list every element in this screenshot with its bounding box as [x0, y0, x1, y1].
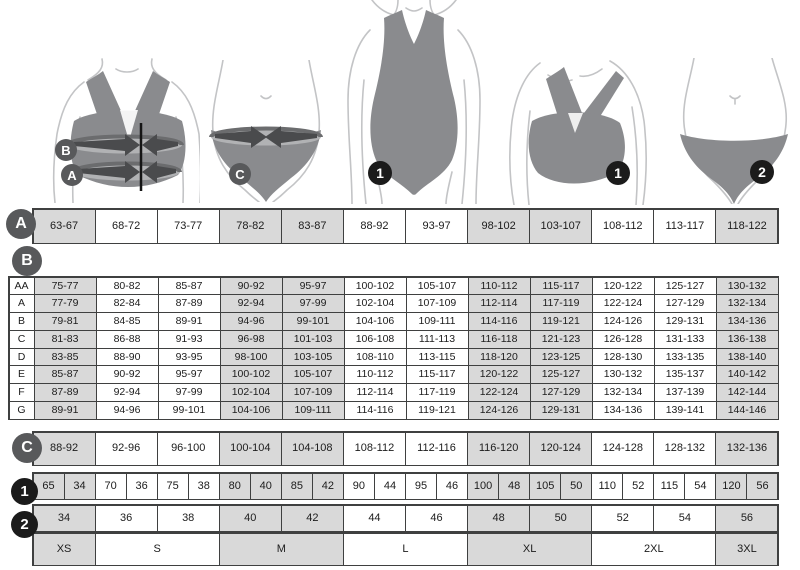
table-cell: 127-129	[531, 384, 592, 401]
table-cell: 127-129	[655, 295, 716, 312]
bust-cup-table	[8, 276, 779, 420]
table-cell: 104-108	[282, 433, 343, 465]
table-cell: 93-95	[159, 349, 220, 366]
table-cell: 128-132	[654, 433, 715, 465]
table-cell: 122-124	[593, 295, 654, 312]
table-cell: 142-144	[717, 384, 778, 401]
table-cell: 140-142	[717, 366, 778, 383]
figure-badge-bodysuit-size: 1	[368, 161, 392, 185]
table-cell: 108-110	[345, 349, 406, 366]
table-cell: 115	[654, 474, 684, 499]
table-cell: B	[10, 313, 34, 330]
table-cell: 117-119	[407, 384, 468, 401]
table-cell: D	[10, 349, 34, 366]
table-cell: 88-90	[97, 349, 158, 366]
table-cell: 100-102	[345, 278, 406, 295]
table-cell: 126-128	[593, 331, 654, 348]
table-cell: 56	[716, 506, 777, 531]
table-cell: 105	[530, 474, 560, 499]
table-cell: 97-99	[283, 295, 344, 312]
table-cell: 94-96	[97, 402, 158, 419]
table-cell: 80-82	[97, 278, 158, 295]
table-cell: A	[10, 295, 34, 312]
table-cell: 38	[158, 506, 219, 531]
table-cell: 116-120	[468, 433, 529, 465]
table-cell: 106-108	[345, 331, 406, 348]
table-cell: 112-116	[406, 433, 467, 465]
table-cell: 85	[282, 474, 312, 499]
table-cell: 110-112	[345, 366, 406, 383]
table-cell: 83-87	[282, 210, 343, 243]
table-cell: 117-119	[531, 295, 592, 312]
table-cell: 91-93	[159, 331, 220, 348]
table-cell: 42	[313, 474, 343, 499]
table-cell: 120-122	[469, 366, 530, 383]
table-cell: 75	[158, 474, 188, 499]
table-cell: 44	[344, 506, 405, 531]
table-cell: 94-96	[221, 313, 282, 330]
table-cell: 118-122	[716, 210, 777, 243]
table-cell: 100	[468, 474, 498, 499]
hips-row	[32, 431, 779, 466]
table-cell: 104-106	[345, 313, 406, 330]
table-cell: 108-112	[592, 210, 653, 243]
table-cell: 85-87	[159, 278, 220, 295]
table-cell: 122-124	[469, 384, 530, 401]
table-cell: 56	[747, 474, 777, 499]
table-cell: 119-121	[531, 313, 592, 330]
letter-size-row	[32, 532, 779, 566]
table-cell: F	[10, 384, 34, 401]
table-cell: 95-97	[159, 366, 220, 383]
table-cell: 133-135	[655, 349, 716, 366]
figure-badge-bust: B	[55, 139, 77, 161]
table-cell: 136-138	[717, 331, 778, 348]
table-cell: 87-89	[159, 295, 220, 312]
table-cell: 75-77	[35, 278, 96, 295]
table-cell: 90-92	[97, 366, 158, 383]
table-cell: 40	[220, 506, 281, 531]
table-cell: 131-133	[655, 331, 716, 348]
table-cell: L	[344, 534, 467, 565]
table-cell: 97-99	[159, 384, 220, 401]
table-cell: 92-96	[96, 433, 157, 465]
table-cell: 48	[468, 506, 529, 531]
figure-badge-panties-size: 2	[750, 160, 774, 184]
table-cell: 42	[282, 506, 343, 531]
table-cell: 105-107	[407, 278, 468, 295]
table-cell: 112-114	[345, 384, 406, 401]
table-cell: 54	[654, 506, 715, 531]
table-cell: 111-113	[407, 331, 468, 348]
table-cell: 125-127	[531, 366, 592, 383]
table-cell: 79-81	[35, 313, 96, 330]
table-cell: 82-84	[97, 295, 158, 312]
table-cell: 52	[623, 474, 653, 499]
table-cell: 110	[592, 474, 622, 499]
table-cell: 135-137	[655, 366, 716, 383]
table-cell: 137-139	[655, 384, 716, 401]
table-cell: 103-107	[530, 210, 591, 243]
table-cell: 50	[561, 474, 591, 499]
table-cell: 121-123	[531, 331, 592, 348]
table-cell: 83-85	[35, 349, 96, 366]
table-cell: 87-89	[35, 384, 96, 401]
table-cell: 3XL	[716, 534, 777, 565]
table-cell: 36	[127, 474, 157, 499]
table-cell: 46	[406, 506, 467, 531]
table-cell: 130-132	[593, 366, 654, 383]
table-cell: 110-112	[469, 278, 530, 295]
table-cell: 52	[592, 506, 653, 531]
table-cell: S	[96, 534, 219, 565]
table-cell: 114-116	[469, 313, 530, 330]
table-cell: 81-83	[35, 331, 96, 348]
table-cell: 99-101	[159, 402, 220, 419]
table-cell: 115-117	[407, 366, 468, 383]
table-cell: 73-77	[158, 210, 219, 243]
table-cell: 95	[406, 474, 436, 499]
table-cell: 88-92	[344, 210, 405, 243]
table-cell: 44	[375, 474, 405, 499]
table-cell: 48	[499, 474, 529, 499]
table-cell: 107-109	[407, 295, 468, 312]
hips-measurement-figure	[205, 60, 330, 202]
table-cell: G	[10, 402, 34, 419]
row-badge-bust: B	[12, 246, 42, 276]
table-cell: 124-126	[593, 313, 654, 330]
row-badge-hips: C	[12, 433, 42, 463]
table-cell: 130-132	[717, 278, 778, 295]
table-cell: 144-146	[717, 402, 778, 419]
table-cell: 89-91	[159, 313, 220, 330]
table-cell: 80	[220, 474, 250, 499]
table-cell: 108-112	[344, 433, 405, 465]
table-cell: 101-103	[283, 331, 344, 348]
table-cell: 98-102	[468, 210, 529, 243]
table-cell: 134-136	[717, 313, 778, 330]
table-cell: 118-120	[469, 349, 530, 366]
table-cell: 78-82	[220, 210, 281, 243]
table-cell: 96-100	[158, 433, 219, 465]
table-cell: 107-109	[283, 384, 344, 401]
table-cell: XL	[468, 534, 591, 565]
table-cell: 88-92	[34, 433, 95, 465]
table-cell: 90	[344, 474, 374, 499]
table-cell: 123-125	[531, 349, 592, 366]
figure-badge-hips: C	[229, 163, 251, 185]
table-cell: 112-114	[469, 295, 530, 312]
table-cell: 113-117	[654, 210, 715, 243]
table-cell: 104-106	[221, 402, 282, 419]
table-cell: 124-126	[469, 402, 530, 419]
table-cell: AA	[10, 278, 34, 295]
table-cell: 2XL	[592, 534, 715, 565]
table-cell: M	[220, 534, 343, 565]
panties-figure	[672, 58, 797, 204]
table-cell: 86-88	[97, 331, 158, 348]
table-cell: C	[10, 331, 34, 348]
table-cell: 138-140	[717, 349, 778, 366]
table-cell: 100-102	[221, 366, 282, 383]
table-cell: 34	[65, 474, 95, 499]
row-badge-underbust: A	[6, 209, 36, 239]
clothing-size-row	[32, 504, 779, 532]
row-badge-clothing-size: 2	[11, 511, 38, 538]
table-cell: 102-104	[345, 295, 406, 312]
bra-figure	[498, 55, 648, 205]
table-cell: 84-85	[97, 313, 158, 330]
table-cell: 89-91	[35, 402, 96, 419]
table-cell: 132-134	[717, 295, 778, 312]
bodysuit-figure	[328, 0, 500, 204]
table-cell: 92-94	[221, 295, 282, 312]
table-cell: 99-101	[283, 313, 344, 330]
table-cell: 95-97	[283, 278, 344, 295]
table-cell: 103-105	[283, 349, 344, 366]
table-cell: 54	[685, 474, 715, 499]
table-cell: 65	[34, 474, 64, 499]
table-cell: 36	[96, 506, 157, 531]
table-cell: 132-134	[593, 384, 654, 401]
table-cell: XS	[34, 534, 95, 565]
table-cell: 120-122	[593, 278, 654, 295]
table-cell: 134-136	[593, 402, 654, 419]
table-cell: 90-92	[221, 278, 282, 295]
figure-badge-underbust: A	[61, 164, 83, 186]
table-cell: 119-121	[407, 402, 468, 419]
table-cell: 113-115	[407, 349, 468, 366]
table-cell: 120	[716, 474, 746, 499]
table-cell: 96-98	[221, 331, 282, 348]
table-cell: 77-79	[35, 295, 96, 312]
table-cell: 46	[437, 474, 467, 499]
table-cell: 40	[251, 474, 281, 499]
table-cell: 68-72	[96, 210, 157, 243]
table-cell: 105-107	[283, 366, 344, 383]
table-cell: 85-87	[35, 366, 96, 383]
figure-badge-bra-size: 1	[606, 161, 630, 185]
table-cell: 92-94	[97, 384, 158, 401]
table-cell: 116-118	[469, 331, 530, 348]
table-cell: 120-124	[530, 433, 591, 465]
table-cell: 34	[34, 506, 95, 531]
table-cell: E	[10, 366, 34, 383]
bra-size-row	[32, 472, 779, 500]
table-cell: 128-130	[593, 349, 654, 366]
table-cell: 129-131	[655, 313, 716, 330]
table-cell: 124-128	[592, 433, 653, 465]
table-cell: 109-111	[407, 313, 468, 330]
table-cell: 129-131	[531, 402, 592, 419]
table-cell: 63-67	[34, 210, 95, 243]
table-cell: 38	[189, 474, 219, 499]
table-cell: 125-127	[655, 278, 716, 295]
table-cell: 100-104	[220, 433, 281, 465]
table-cell: 132-136	[716, 433, 777, 465]
table-cell: 114-116	[345, 402, 406, 419]
underbust-row	[32, 208, 779, 244]
table-cell: 102-104	[221, 384, 282, 401]
row-badge-bra-size: 1	[11, 478, 38, 505]
table-cell: 115-117	[531, 278, 592, 295]
table-cell: 139-141	[655, 402, 716, 419]
table-cell: 98-100	[221, 349, 282, 366]
table-cell: 50	[530, 506, 591, 531]
table-cell: 93-97	[406, 210, 467, 243]
table-cell: 70	[96, 474, 126, 499]
table-cell: 109-111	[283, 402, 344, 419]
